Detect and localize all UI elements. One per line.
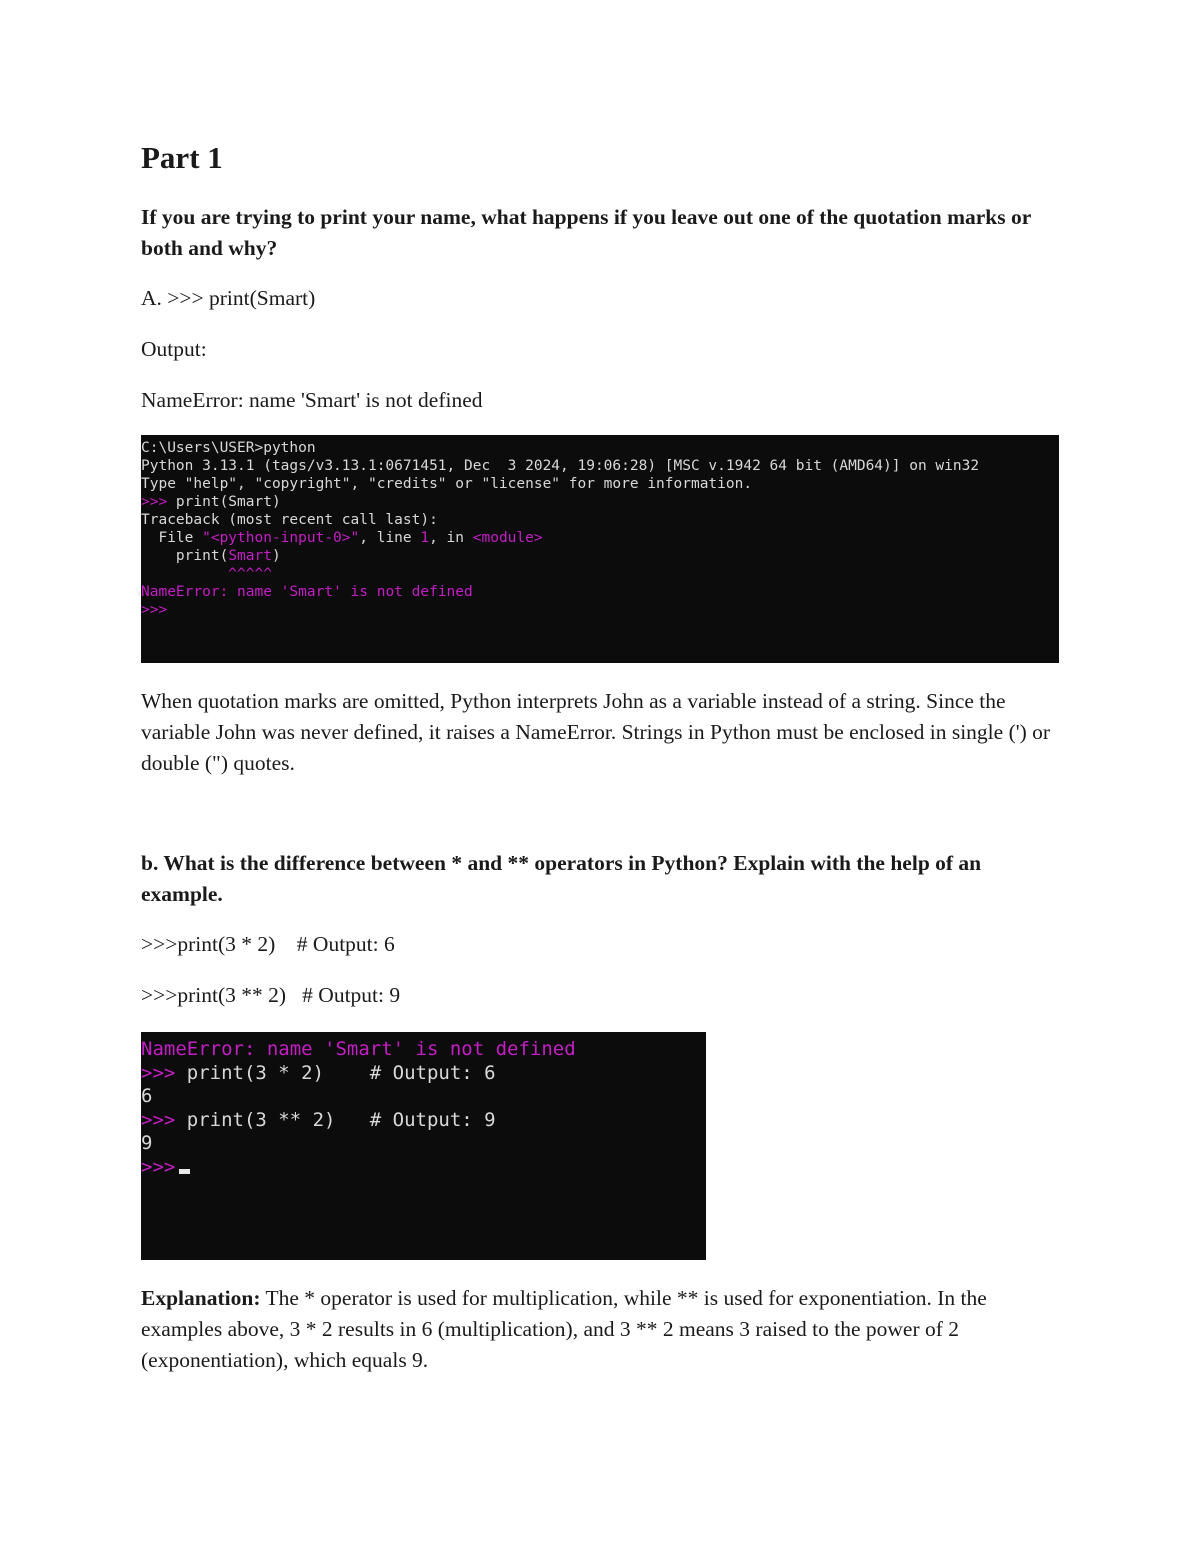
terminal-highlight: Smart: [228, 548, 272, 564]
terminal-line: C:\Users\USER>python: [141, 440, 316, 456]
terminal-text: ): [271, 548, 281, 564]
terminal-line: [141, 1062, 706, 1086]
terminal-line-number: 1: [420, 530, 430, 546]
explanation-text: The * operator is used for multiplication, while ** is used for exponentiation. In the examples above, 3 * 2 results in 6 (multiplication), and 3 ** 2 means 3 raised to the power of 2 (exponentiation), which equals 9.: [141, 1286, 987, 1372]
terminal-line: [141, 529, 1059, 547]
terminal-error-line: [141, 583, 1059, 601]
terminal-command: print(3 ** 2) # Output: 9: [186, 1108, 496, 1131]
question-1: If you are trying to print your name, what happens if you leave out one of the quotation marks or both and why?: [141, 205, 1031, 260]
terminal-line: Type "help", "copyright", "credits" or "license" for more information.: [141, 476, 753, 492]
terminal-line: [141, 1156, 706, 1180]
example-a: A. >>> print(Smart): [141, 286, 316, 310]
page-title: Part 1: [141, 140, 223, 175]
terminal-prompt: >>>: [141, 1061, 187, 1084]
terminal-command: print(3 * 2) # Output: 6: [186, 1061, 496, 1084]
terminal-prompt: >>>: [141, 1108, 187, 1131]
terminal-error-type: NameError: [141, 1038, 244, 1060]
explanation: [141, 1283, 1061, 1376]
example-multiply: >>>print(3 * 2) # Output: 6: [141, 932, 395, 956]
terminal-prompt: >>>: [141, 602, 168, 618]
terminal-prompt: >>>: [141, 494, 176, 510]
terminal-text: , in: [429, 530, 473, 546]
terminal-output: 9: [141, 1132, 153, 1154]
terminal-module: <module>: [472, 530, 543, 546]
terminal-error-type: NameError: [141, 584, 220, 600]
terminal-cursor: [179, 1169, 190, 1174]
explanation-label: Explanation:: [141, 1286, 261, 1310]
terminal-line: [141, 493, 1059, 511]
terminal-output: 6: [141, 1085, 153, 1107]
terminal-prompt: >>>: [141, 1155, 176, 1178]
terminal-line: Python 3.13.1 (tags/v3.13.1:0671451, Dec 3 2024, 19:06:28) [MSC v.1942 64 bit (AMD64)] on win32: [141, 458, 980, 474]
terminal-error-message: : name 'Smart' is not defined: [219, 584, 473, 600]
terminal-caret-line: ^^^^^: [141, 566, 272, 582]
terminal-command: print(Smart): [175, 494, 281, 510]
terminal-screenshot-1: [141, 435, 1059, 663]
terminal-text: , line: [359, 530, 421, 546]
output-value: NameError: name 'Smart' is not defined: [141, 388, 483, 412]
terminal-text: print(: [141, 548, 229, 564]
terminal-text: File: [141, 530, 203, 546]
terminal-line: [141, 547, 1059, 565]
terminal-line: Traceback (most recent call last):: [141, 512, 438, 528]
terminal-screenshot-2: [141, 1032, 706, 1260]
question-2: b. What is the difference between * and ** operators in Python? Explain with the help of an example.: [141, 851, 982, 906]
terminal-line: [141, 1109, 706, 1133]
terminal-filename: "<python-input-0>": [202, 530, 360, 546]
example-power: >>>print(3 ** 2) # Output: 9: [141, 983, 401, 1007]
answer-1: When quotation marks are omitted, Python interprets John as a variable instead of a string. Since the variable John was never defined, it raises a NameError. Strings in Python must be enclosed in single (') or double (") quotes.: [141, 689, 1051, 775]
output-label: Output:: [141, 337, 207, 361]
terminal-error-message: : name 'Smart' is not defined: [243, 1038, 576, 1060]
terminal-error-line: [141, 1038, 706, 1062]
